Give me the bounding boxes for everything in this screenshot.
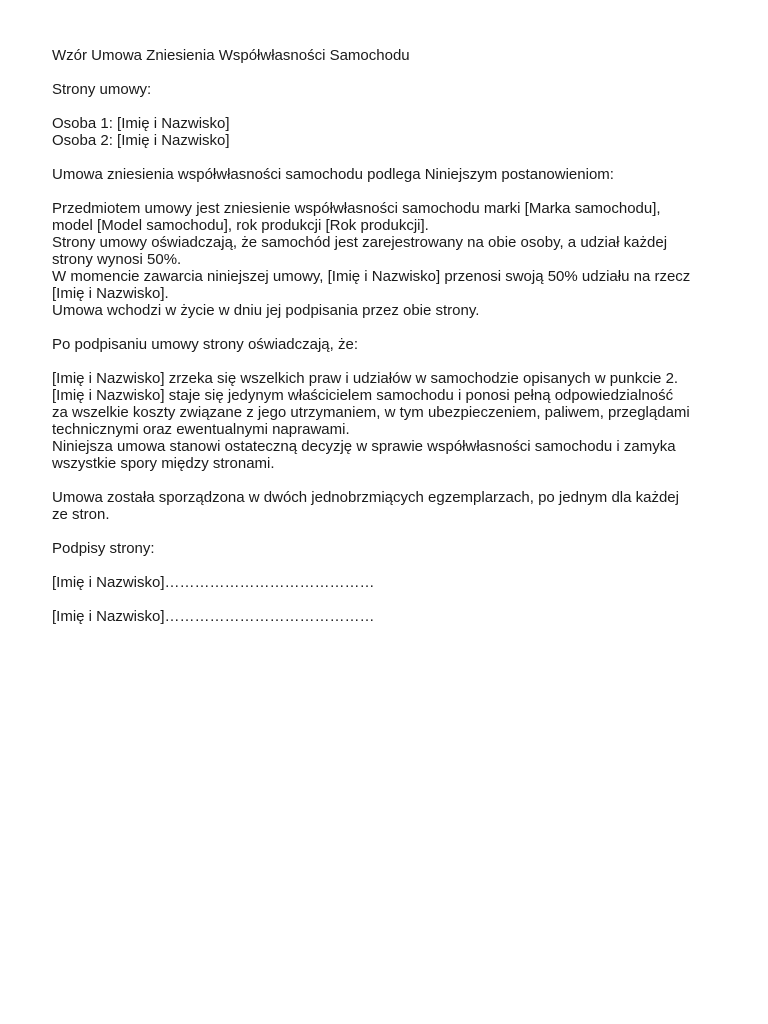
copies-block bbox=[52, 489, 732, 523]
declaration-line: [Imię i Nazwisko] staje się jedynym właścicielem samochodu i ponosi pełną odpowiedzialność bbox=[52, 387, 674, 404]
terms-block bbox=[52, 200, 732, 319]
declaration-heading-block bbox=[52, 336, 732, 353]
signature-line-1: [Imię i Nazwisko]…………………………………… bbox=[52, 574, 375, 591]
intro-block bbox=[52, 166, 732, 183]
terms-line: Strony umowy oświadczają, że samochód jest zarejestrowany na obie osoby, a udział każdej bbox=[52, 234, 668, 251]
copies-line: Umowa została sporządzona w dwóch jednobrzmiących egzemplarzach, po jednym dla każdej bbox=[52, 489, 679, 506]
terms-line: Przedmiotem umowy jest zniesienie współwłasności samochodu marki [Marka samochodu], bbox=[52, 200, 661, 217]
declaration-line: wszystkie spory między stronami. bbox=[52, 455, 275, 472]
signatures-heading-block bbox=[52, 540, 732, 557]
terms-line: strony wynosi 50%. bbox=[52, 251, 182, 268]
intro-text: Umowa zniesienia współwłasności samochodu podlega Niniejszym postanowieniom: bbox=[52, 166, 614, 183]
copies-line: ze stron. bbox=[52, 506, 110, 523]
signature-2-block bbox=[52, 608, 732, 625]
document-title-block bbox=[52, 47, 732, 64]
terms-line: [Imię i Nazwisko]. bbox=[52, 285, 169, 302]
signature-1-block bbox=[52, 574, 732, 591]
parties-list bbox=[52, 115, 732, 149]
terms-line: Umowa wchodzi w życie w dniu jej podpisania przez obie strony. bbox=[52, 302, 480, 319]
declaration-heading: Po podpisaniu umowy strony oświadczają, że: bbox=[52, 336, 358, 353]
declaration-line: Niniejsza umowa stanowi ostateczną decyzję w sprawie współwłasności samochodu i zamyka bbox=[52, 438, 676, 455]
parties-heading: Strony umowy: bbox=[52, 81, 152, 98]
contract-document bbox=[52, 47, 732, 642]
declaration-line: [Imię i Nazwisko] zrzeka się wszelkich praw i udziałów w samochodzie opisanych w punkcie 2. bbox=[52, 370, 679, 387]
party-2: Osoba 2: [Imię i Nazwisko] bbox=[52, 132, 230, 149]
signature-line-2: [Imię i Nazwisko]…………………………………… bbox=[52, 608, 375, 625]
signatures-heading: Podpisy strony: bbox=[52, 540, 155, 557]
terms-line: W momencie zawarcia niniejszej umowy, [Imię i Nazwisko] przenosi swoją 50% udziału na rzecz bbox=[52, 268, 691, 285]
party-1: Osoba 1: [Imię i Nazwisko] bbox=[52, 115, 230, 132]
terms-line: model [Model samochodu], rok produkcji [Rok produkcji]. bbox=[52, 217, 429, 234]
parties-heading-block bbox=[52, 81, 732, 98]
document-title: Wzór Umowa Zniesienia Współwłasności Samochodu bbox=[52, 47, 410, 64]
declaration-block bbox=[52, 370, 732, 472]
declaration-line: technicznymi oraz ewentualnymi naprawami. bbox=[52, 421, 350, 438]
declaration-line: za wszelkie koszty związane z jego utrzymaniem, w tym ubezpieczeniem, paliwem, przeglądami bbox=[52, 404, 690, 421]
